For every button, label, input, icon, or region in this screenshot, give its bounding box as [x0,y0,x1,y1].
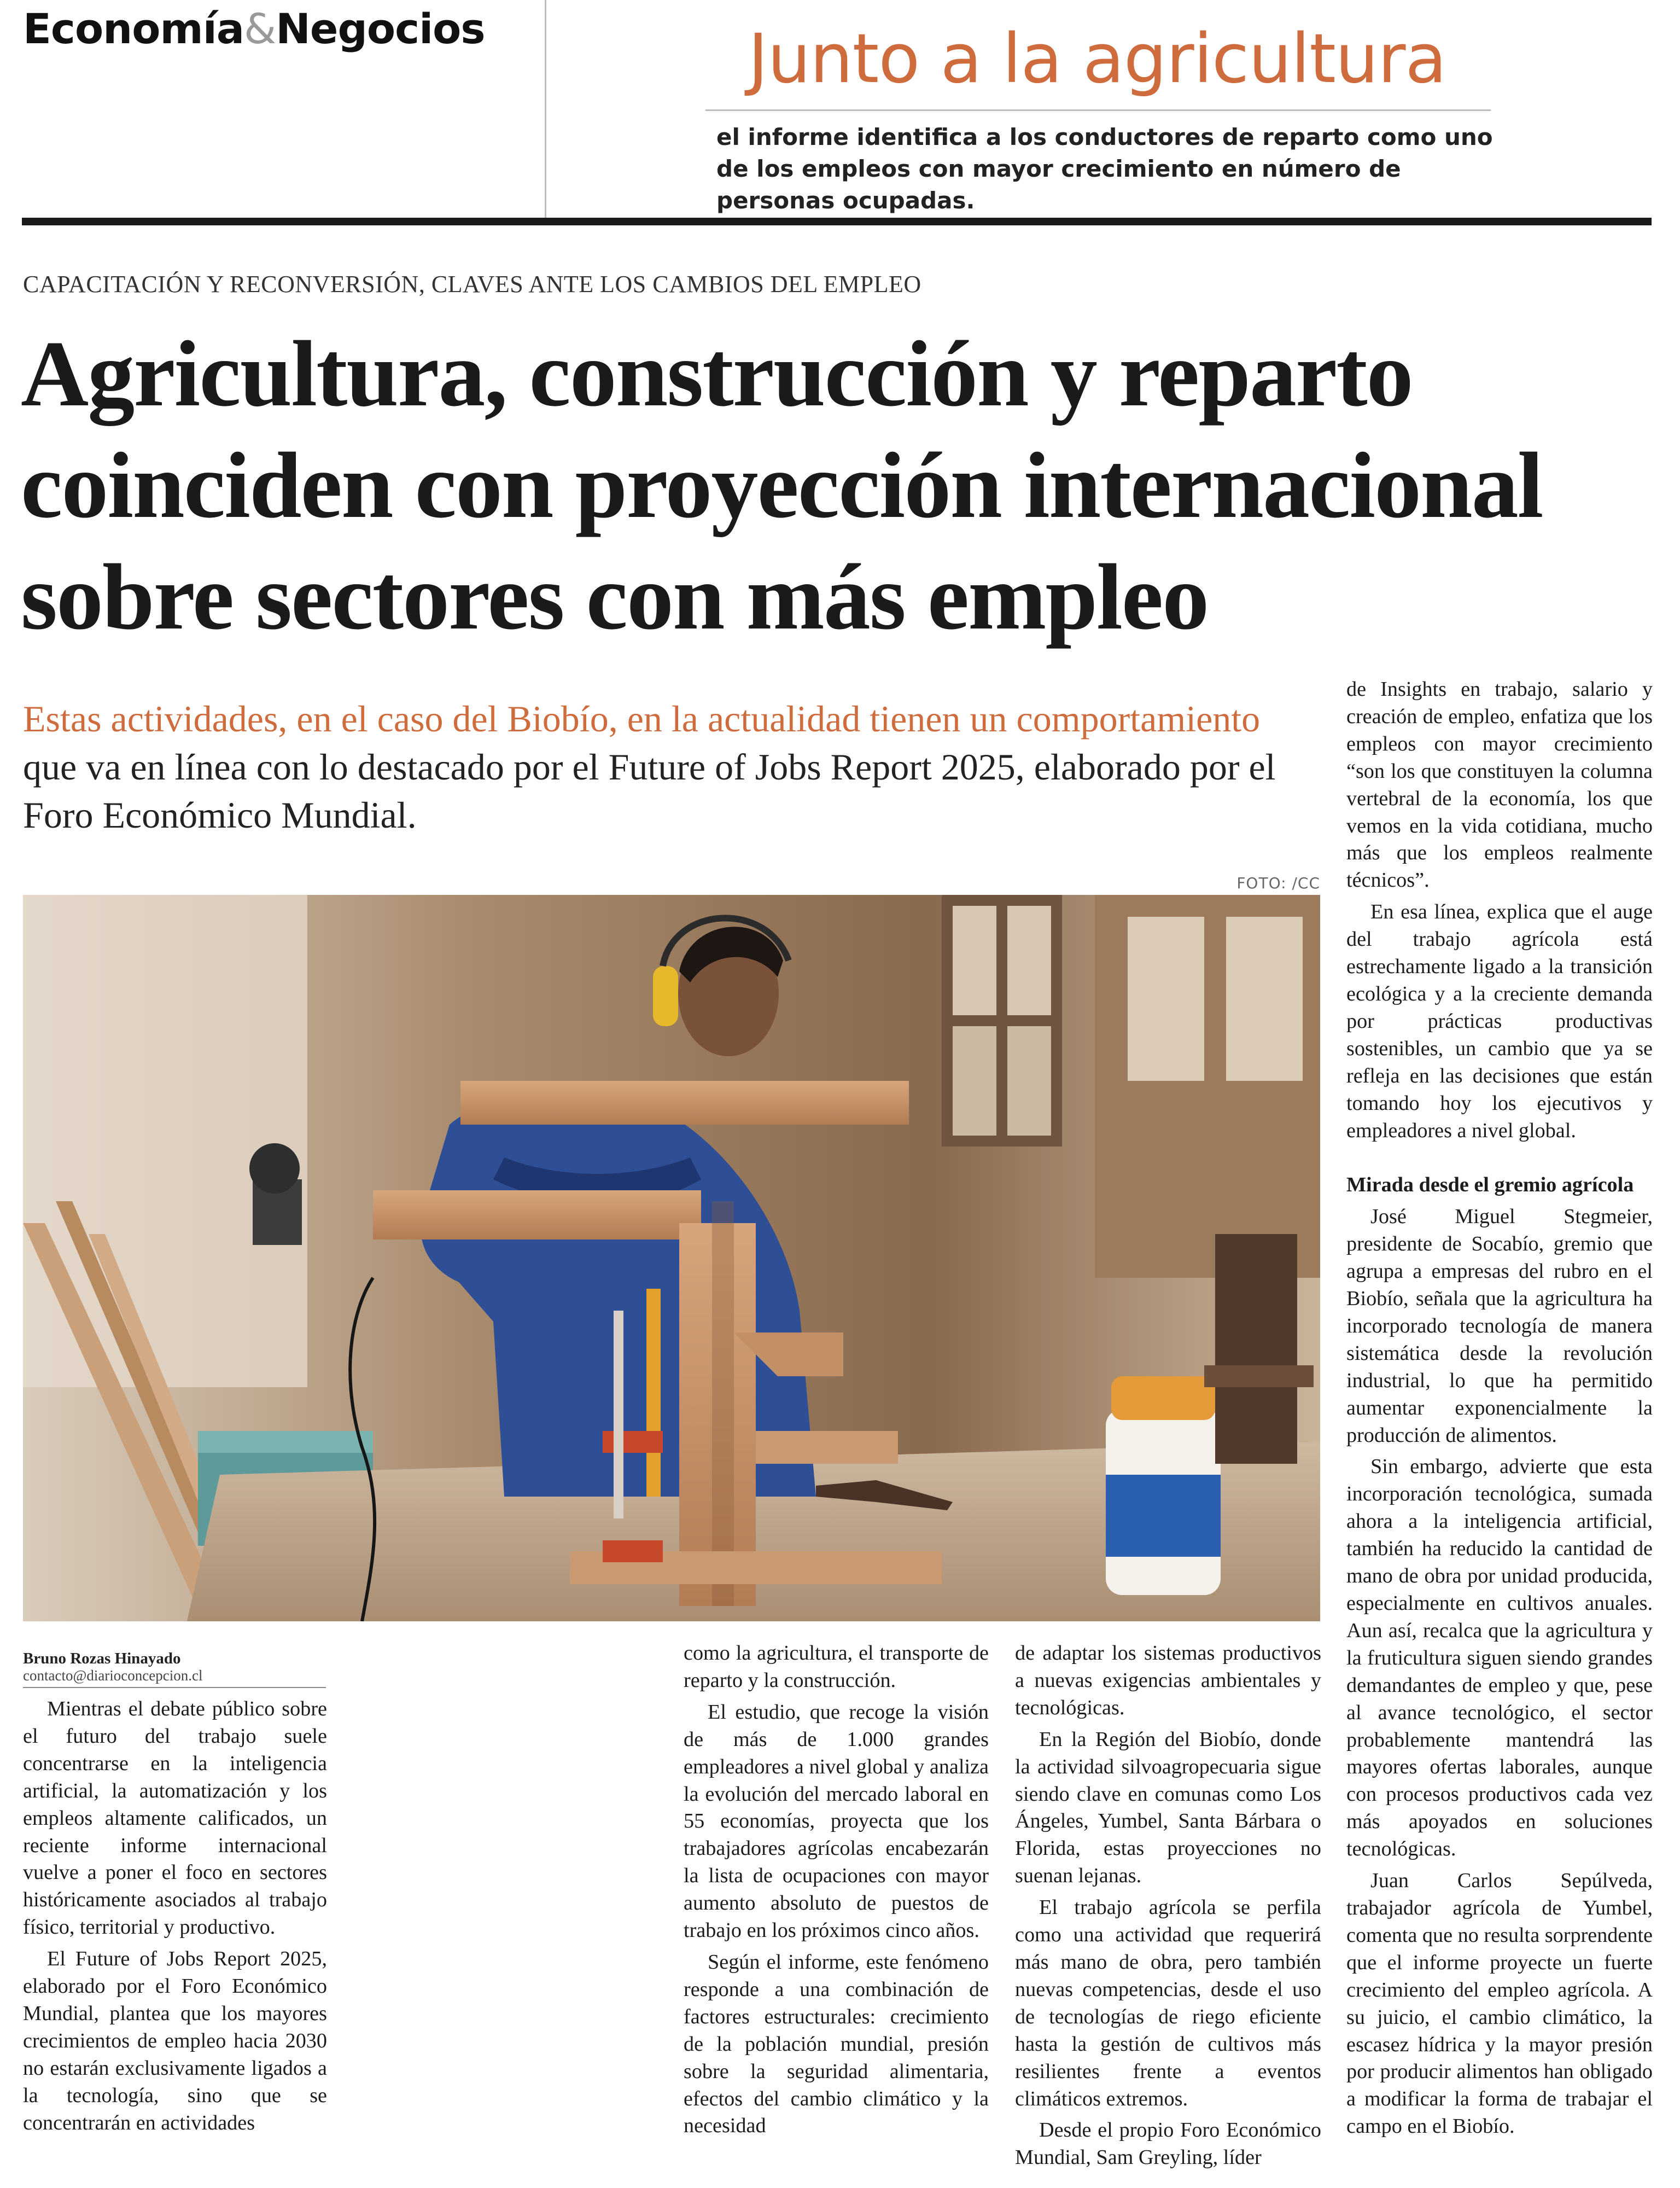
paragraph: como la agricultura, el transporte de reparto y la construcción. [684,1642,989,1692]
byline-email[interactable]: contacto@diarioconcepcion.cl [23,1667,203,1684]
section-name-part1: Economía [23,4,244,53]
article-overline: CAPACITACIÓN Y RECONVERSIÓN, CLAVES ANTE LOS CAMBIOS DEL EMPLEO [23,271,921,298]
lead-rest: que va en línea con lo destacado por el Future of Jobs Report 2025, elaborado por el Foro Económico Mundial. [23,746,1276,836]
body-column-2 [684,1640,989,2144]
kicker-rule [705,109,1491,111]
section-name-part2: Negocios [276,4,485,53]
paragraph: José Miguel Stegmeier, presidente de Socabío, gremio que agrupa a empresas del rubro en el Biobío, señala que la agricultura ha incorporado tecnología de manera sistemática desde la revolución industrial, lo que ha permitido aumentar exponencialmente la producción de alimentos. [1346,1205,1653,1447]
photo-credit: FOTO: /CC [1236,874,1320,892]
paragraph: Mientras el debate público sobre el futuro del trabajo suele concentrarse en la inteligencia artificial, la automatización y los empleos altamente calificados, un reciente informe internacional vuelve a poner el foco en sectores históricamente asociados al trabajo físico, territorial y productivo. [23,1697,327,1939]
byline-rule [23,1687,326,1688]
article-lead [23,695,1308,839]
kicker-title: Junto a la agricultura [748,20,1446,98]
section-subheading: Mirada desde el gremio agrícola [1346,1173,1634,1197]
body-column-3 [1015,1640,1321,2176]
body-column-4 [1346,676,1653,2145]
body-column-1 [23,1696,327,2142]
paragraph: Sin embargo, advierte que esta incorporación tecnológica, sumada ahora a la inteligencia artificial, también ha reducido la cantidad de mano de obra por unidad producida, especialmente en cultivos anuales. Aun así, recalca que la agricultura y la fruticultura siguen siendo grandes demandantes de empleo y que, pese al avance tecnológico, el sector probablemente mantendrá las mayores ofertas laborales, aunque con procesos productivos cada vez más apoyados en soluciones tecnológicas. [1346,1455,1653,1861]
headline-line-3-bold: sectores con más empleo [255,545,1209,649]
byline-author: Bruno Rozas Hinayado [23,1650,181,1667]
article-photo [23,895,1320,1621]
headline-line-3-regular: sobre [21,545,256,649]
headline-line-2: coinciden con proyección internacional [21,434,1543,538]
section-ampersand: & [244,4,276,53]
kicker-subtitle: el informe identifica a los conductores de reparto como uno de los empleos con mayor crecimiento en número de personas ocupadas. [716,124,1493,214]
paragraph: de adaptar los sistemas productivos a nuevas exigencias ambientales y tecnológicas. [1015,1642,1321,1719]
paragraph: Según el informe, este fenómeno responde a una combinación de factores estructurales: crecimiento de la población mundial, presión sobre la seguridad alimentaria, efectos del cambio climático y la necesidad [684,1950,989,2138]
headline-line-3 [21,542,1656,653]
article-headline [21,318,1656,653]
paragraph: En esa línea, explica que el auge del trabajo agrícola está estrechamente ligado a la transición ecológica y a la creciente demanda por prácticas productivas sostenibles, un cambio que ya se refleja en las decisiones que están tomando hoy los ejecutivos y empleadores a nivel global. [1346,900,1653,1142]
paragraph: de Insights en trabajo, salario y creación de empleo, enfatiza que los empleos con mayor crecimiento “son los que constituyen la columna vertebral de la economía, los que vemos en la vida cotidiana, mucho más que los empleos realmente técnicos”. [1346,678,1653,892]
paragraph: En la Región del Biobío, donde la actividad silvoagropecuaria sigue siendo clave en comunas como Los Ángeles, Yumbel, Santa Bárbara o Florida, estas proyecciones no suenan lejanas. [1015,1727,1321,1888]
lead-highlight: Estas actividades, en el caso del Biobío, en la actualidad tienen un comportamiento [23,698,1261,740]
paragraph: El Future of Jobs Report 2025, elaborado por el Foro Económico Mundial, plantea que los mayores crecimientos de empleo hacia 2030 no estarán exclusivamente ligados a la tecnología, sino que se concentrarán en actividades [23,1947,327,2134]
section-name [23,4,485,53]
workshop-illustration [23,895,1320,1621]
paragraph: Juan Carlos Sepúlveda, trabajador agrícola de Yumbel, comenta que no resulta sorprendente que el informe proyecte un fuerte crecimiento del empleo agrícola. A su juicio, el cambio climático, la escasez hídrica y la mayor presión por producir alimentos han obligado a modificar la forma de trabajar el campo en el Biobío. [1346,1869,1653,2138]
header-thick-rule [22,218,1652,225]
header-divider [545,0,546,218]
paragraph: Desde el propio Foro Económico Mundial, Sam Greyling, líder [1015,2119,1321,2169]
paragraph: El trabajo agrícola se perfila como una actividad que requerirá más mano de obra, pero también nuevas competencias, desde el uso de tecnologías de riego eficiente hasta la gestión de cultivos más resilientes frente a eventos climáticos extremos. [1015,1896,1321,2110]
paragraph: El estudio, que recoge la visión de más de 1.000 grandes empleadores a nivel global y analiza la evolución del mercado laboral en 55 economías, proyecta que los trabajadores agrícolas encabezarán la lista de ocupaciones con mayor aumento absoluto de puestos de trabajo en los próximos cinco años. [684,1700,989,1942]
headline-line-1: Agricultura, construcción y reparto [21,322,1413,426]
